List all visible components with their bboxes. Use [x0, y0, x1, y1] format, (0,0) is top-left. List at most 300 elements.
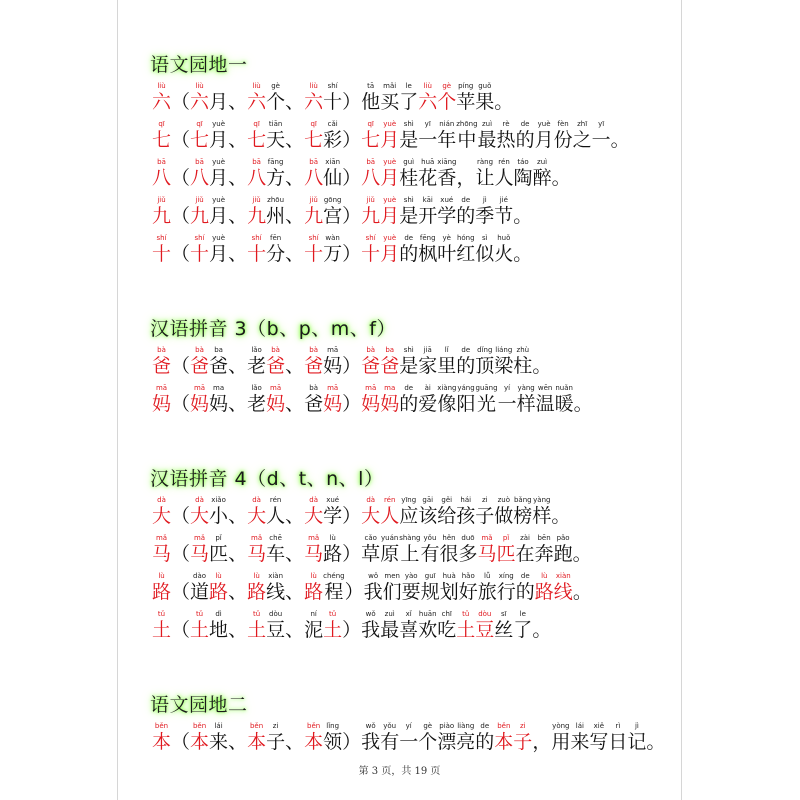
hanzi: ）: [342, 543, 362, 565]
pinyin: rén: [383, 496, 396, 504]
hanzi: 梁: [494, 355, 514, 377]
hanzi-with-pinyin: [285, 120, 304, 152]
section-heading: 汉语拼音 4（d、t、n、l）: [150, 468, 384, 490]
hanzi-with-pinyin: [361, 158, 380, 190]
hanzi: （: [171, 243, 191, 265]
pinyin: bā: [252, 158, 261, 166]
hanzi-with-pinyin: [380, 196, 399, 228]
hanzi-with-pinyin: [342, 496, 361, 528]
hanzi: 。: [610, 129, 630, 151]
hanzi: 、: [228, 167, 248, 189]
document-page: [117, 0, 682, 800]
pinyin: nián: [439, 120, 455, 128]
hanzi-with-pinyin: [266, 572, 285, 604]
hanzi-with-pinyin: [190, 610, 209, 642]
pinyin: gè: [271, 82, 280, 90]
hanzi: 奔: [534, 543, 554, 565]
pinyin: rè: [502, 120, 510, 128]
hanzi-with-pinyin: [420, 534, 439, 566]
hanzi: 九: [361, 205, 381, 227]
pinyin: mā: [327, 346, 339, 354]
hanzi: 我: [361, 731, 381, 753]
text-line: [152, 82, 513, 114]
pinyin: lù: [253, 572, 260, 580]
hanzi-with-pinyin: [476, 384, 498, 416]
pinyin: běn: [154, 722, 169, 730]
hanzi-with-pinyin: [380, 158, 399, 190]
pinyin: ba: [214, 346, 223, 354]
hanzi: ）: [344, 581, 364, 603]
hanzi-with-pinyin: [516, 120, 535, 152]
hanzi: 月: [534, 129, 554, 151]
pinyin: mā: [327, 384, 339, 392]
hanzi: 爸: [361, 355, 381, 377]
hanzi-with-pinyin: [304, 82, 323, 114]
hanzi-with-pinyin: [247, 722, 266, 754]
hanzi: 。: [573, 393, 593, 415]
hanzi: 光: [477, 393, 497, 415]
hanzi: 子: [513, 731, 533, 753]
hanzi: 妈: [323, 355, 343, 377]
hanzi: 、: [228, 205, 248, 227]
hanzi: 。: [494, 91, 514, 113]
hanzi-with-pinyin: [152, 610, 171, 642]
hanzi-with-pinyin: [171, 722, 190, 754]
hanzi-with-pinyin: [190, 346, 209, 378]
hanzi-with-pinyin: [228, 196, 247, 228]
hanzi: 。: [572, 543, 592, 565]
hanzi-with-pinyin: [266, 196, 285, 228]
pinyin: rì: [615, 722, 621, 730]
pinyin: dà: [252, 496, 261, 504]
pinyin: mǎ: [308, 534, 320, 542]
hanzi: ）: [342, 205, 362, 227]
hanzi: 大: [361, 505, 381, 527]
pinyin: yí: [405, 722, 412, 730]
hanzi-with-pinyin: [152, 82, 171, 114]
hanzi-with-pinyin: [323, 82, 342, 114]
hanzi: 暖: [554, 393, 574, 415]
pinyin: mā: [365, 384, 377, 392]
hanzi-with-pinyin: [323, 234, 342, 266]
pinyin: wǒ: [365, 610, 376, 618]
hanzi: 大: [190, 505, 210, 527]
hanzi-with-pinyin: [418, 384, 437, 416]
hanzi: 、: [285, 205, 305, 227]
hanzi-with-pinyin: [171, 82, 190, 114]
hanzi: 的: [456, 355, 476, 377]
hanzi: 、: [285, 543, 305, 565]
pinyin: zuì: [384, 610, 395, 618]
hanzi: 。: [551, 167, 571, 189]
hanzi-with-pinyin: [171, 120, 190, 152]
hanzi-with-pinyin: [171, 346, 190, 378]
hanzi-with-pinyin: [304, 384, 323, 416]
pinyin: xué: [440, 196, 454, 204]
hanzi: （: [171, 393, 191, 415]
hanzi: 的: [399, 243, 419, 265]
hanzi: 、: [228, 581, 248, 603]
hanzi-with-pinyin: [209, 234, 228, 266]
hanzi-with-pinyin: [152, 534, 171, 566]
pinyin: shàng: [399, 534, 421, 542]
pinyin: qī: [253, 120, 260, 128]
hanzi-with-pinyin: [228, 610, 247, 642]
pinyin: dòu: [478, 610, 492, 618]
hanzi: 月: [209, 243, 229, 265]
hanzi: 亮: [456, 731, 476, 753]
hanzi: 、: [228, 731, 248, 753]
hanzi: （: [171, 129, 191, 151]
hanzi-with-pinyin: [152, 496, 171, 528]
hanzi-with-pinyin: [418, 496, 437, 528]
hanzi-with-pinyin: [513, 346, 532, 378]
pinyin: kāi: [422, 196, 433, 204]
hanzi-with-pinyin: [399, 346, 418, 378]
hanzi: 宫: [323, 205, 343, 227]
hanzi: 地: [209, 619, 229, 641]
page-footer: 第 3 页，共 19 页: [358, 766, 441, 777]
pinyin: qī: [367, 120, 374, 128]
hanzi-with-pinyin: [152, 158, 171, 190]
hanzi-with-pinyin: [247, 496, 266, 528]
hanzi-with-pinyin: [476, 158, 495, 190]
hanzi: 。: [532, 619, 552, 641]
pinyin: gāi: [422, 496, 434, 504]
hanzi: 醉: [532, 167, 552, 189]
hanzi-with-pinyin: [228, 496, 247, 528]
hanzi: 道: [190, 581, 210, 603]
pinyin: jiǔ: [366, 196, 375, 204]
section-heading: 语文园地一: [150, 54, 248, 76]
hanzi-with-pinyin: [190, 384, 209, 416]
pinyin: fēng: [419, 234, 436, 242]
pinyin: běn: [249, 722, 264, 730]
hanzi-with-pinyin: [456, 610, 475, 642]
hanzi-with-pinyin: [247, 158, 266, 190]
pinyin: huā: [421, 158, 435, 166]
hanzi-with-pinyin: [266, 496, 285, 528]
hanzi: 线: [553, 581, 573, 603]
hanzi-with-pinyin: [478, 120, 497, 152]
pinyin: shí: [308, 234, 319, 242]
pinyin: de: [520, 572, 530, 580]
hanzi-with-pinyin: [437, 196, 456, 228]
pinyin: zuì: [537, 158, 548, 166]
hanzi-with-pinyin: [535, 534, 554, 566]
hanzi: 。: [513, 205, 533, 227]
hanzi: 、: [285, 243, 305, 265]
pinyin: gōng: [323, 196, 342, 204]
hanzi: 六: [190, 91, 210, 113]
hanzi-with-pinyin: [152, 384, 171, 416]
hanzi-with-pinyin: [437, 158, 456, 190]
pinyin: zuì: [482, 120, 493, 128]
pinyin: hěn: [442, 534, 456, 542]
hanzi: 马: [247, 543, 267, 565]
pinyin: jiǔ: [309, 196, 318, 204]
hanzi: 月: [209, 167, 229, 189]
pinyin: qī: [196, 120, 203, 128]
hanzi-with-pinyin: [209, 610, 228, 642]
hanzi: 好: [458, 581, 478, 603]
hanzi: 、: [285, 505, 305, 527]
hanzi: 、: [285, 167, 305, 189]
pinyin: jiǔ: [157, 196, 166, 204]
hanzi-with-pinyin: [456, 346, 475, 378]
hanzi-with-pinyin: [399, 610, 418, 642]
pinyin: mā: [155, 384, 168, 392]
pinyin: le: [519, 610, 526, 618]
pinyin: shì: [403, 120, 414, 128]
hanzi-with-pinyin: [380, 120, 399, 152]
hanzi-with-pinyin: [475, 82, 494, 114]
pinyin: xiàn: [555, 572, 571, 580]
hanzi-with-pinyin: [399, 534, 420, 566]
hanzi: 的: [475, 731, 495, 753]
pinyin: piào: [439, 722, 455, 730]
hanzi-with-pinyin: [574, 384, 593, 416]
pinyin: ài: [424, 384, 431, 392]
pinyin: yáng: [457, 384, 475, 392]
pinyin: bà: [309, 346, 318, 354]
hanzi-with-pinyin: [342, 196, 361, 228]
hanzi-with-pinyin: [285, 722, 304, 754]
hanzi-with-pinyin: [323, 496, 342, 528]
hanzi-with-pinyin: [190, 196, 209, 228]
hanzi: 妈: [190, 393, 210, 415]
hanzi: 路: [534, 581, 554, 603]
pinyin: hóng: [456, 234, 475, 242]
hanzi: ）: [342, 505, 362, 527]
hanzi-with-pinyin: [495, 158, 514, 190]
pinyin: shí: [365, 234, 376, 242]
hanzi: 似: [475, 243, 495, 265]
hanzi-with-pinyin: [171, 610, 190, 642]
pinyin: ma: [213, 384, 225, 392]
hanzi: ）: [342, 129, 362, 151]
hanzi-with-pinyin: [190, 82, 209, 114]
hanzi: （: [171, 205, 191, 227]
pinyin: fèn: [557, 120, 569, 128]
hanzi: （: [171, 91, 191, 113]
pinyin: chī: [441, 610, 452, 618]
hanzi-with-pinyin: [551, 496, 570, 528]
hanzi-with-pinyin: [439, 534, 458, 566]
hanzi-with-pinyin: [380, 234, 399, 266]
hanzi: 原: [380, 543, 400, 565]
pinyin: běn: [497, 722, 511, 730]
hanzi: 、: [228, 393, 248, 415]
text-line: [152, 610, 551, 642]
pinyin: yuè: [212, 120, 225, 128]
hanzi: 丝: [494, 619, 514, 641]
hanzi: 爸: [304, 355, 324, 377]
hanzi-with-pinyin: [345, 572, 364, 604]
pinyin: lǎo: [251, 384, 262, 392]
pinyin: yào: [404, 572, 418, 580]
hanzi-with-pinyin: [437, 722, 456, 754]
pinyin: táo: [517, 158, 529, 166]
hanzi-with-pinyin: [266, 384, 285, 416]
hanzi: ）: [342, 243, 362, 265]
hanzi-with-pinyin: [304, 572, 323, 604]
hanzi: 八: [304, 167, 324, 189]
hanzi: 来: [209, 731, 229, 753]
hanzi-with-pinyin: [171, 384, 190, 416]
hanzi-with-pinyin: [304, 158, 323, 190]
hanzi-with-pinyin: [457, 384, 476, 416]
hanzi: 十: [190, 243, 210, 265]
hanzi: 路: [323, 543, 343, 565]
hanzi-with-pinyin: [285, 234, 304, 266]
hanzi: 土: [152, 619, 172, 641]
hanzi: 个: [437, 91, 457, 113]
hanzi-with-pinyin: [551, 722, 570, 754]
hanzi: 香: [437, 167, 457, 189]
pinyin: lù: [541, 572, 548, 580]
pinyin: lù: [158, 572, 165, 580]
pinyin: zi: [519, 722, 526, 730]
hanzi: 年: [437, 129, 457, 151]
text-line: [152, 346, 551, 378]
hanzi-with-pinyin: [555, 384, 574, 416]
pinyin: yuè: [383, 234, 397, 242]
hanzi: 的: [399, 393, 419, 415]
pinyin: yī: [598, 120, 605, 128]
hanzi-with-pinyin: [323, 534, 342, 566]
pinyin: běn: [307, 722, 321, 730]
hanzi-with-pinyin: [494, 722, 513, 754]
text-line: [152, 158, 571, 190]
hanzi-with-pinyin: [342, 534, 361, 566]
hanzi-with-pinyin: [171, 196, 190, 228]
pinyin: yīng: [401, 496, 417, 504]
pinyin: xiàng: [437, 384, 457, 392]
hanzi: 陶: [513, 167, 533, 189]
hanzi-with-pinyin: [266, 534, 285, 566]
pinyin: sì: [481, 234, 488, 242]
pinyin: zài: [520, 534, 531, 542]
text-line: [152, 534, 592, 566]
hanzi-with-pinyin: [247, 534, 266, 566]
hanzi-with-pinyin: [285, 496, 304, 528]
hanzi: 欢: [418, 619, 438, 641]
pinyin: jì: [634, 722, 639, 730]
hanzi-with-pinyin: [513, 610, 532, 642]
pinyin: lù: [310, 572, 317, 580]
pinyin: ma: [384, 384, 396, 392]
hanzi-with-pinyin: [342, 82, 361, 114]
pinyin: de: [480, 722, 490, 730]
hanzi: 妈: [266, 393, 286, 415]
hanzi: 桂: [399, 167, 419, 189]
pinyin: yí: [504, 384, 511, 392]
hanzi: 该: [418, 505, 438, 527]
hanzi: 子: [266, 731, 286, 753]
hanzi-with-pinyin: [437, 384, 456, 416]
pinyin: zhōu: [267, 196, 285, 204]
hanzi: 八: [190, 167, 210, 189]
pinyin: yuè: [383, 158, 397, 166]
hanzi: 线: [266, 581, 286, 603]
pinyin: ba: [385, 346, 395, 354]
pinyin: de: [461, 196, 471, 204]
pinyin: xiě: [593, 722, 605, 730]
hanzi-with-pinyin: [190, 234, 209, 266]
hanzi: 孩: [456, 505, 476, 527]
hanzi: 匹: [209, 543, 229, 565]
hanzi: ）: [342, 393, 362, 415]
hanzi-with-pinyin: [342, 610, 361, 642]
pinyin: shì: [403, 196, 414, 204]
hanzi: 的: [515, 581, 535, 603]
hanzi: 本: [152, 731, 172, 753]
text-line: [152, 496, 570, 528]
hanzi: 季: [475, 205, 495, 227]
hanzi: 学: [437, 205, 457, 227]
hanzi-with-pinyin: [457, 158, 476, 190]
pinyin: yuè: [212, 196, 225, 204]
pinyin: bà: [271, 346, 280, 354]
hanzi: 枫: [418, 243, 438, 265]
hanzi-with-pinyin: [342, 234, 361, 266]
hanzi: 一: [399, 731, 419, 753]
pinyin: guǒ: [478, 82, 492, 90]
hanzi-with-pinyin: [418, 120, 437, 152]
hanzi: 规: [420, 581, 440, 603]
pinyin: pǐ: [215, 534, 222, 542]
hanzi-with-pinyin: [342, 158, 361, 190]
hanzi: 老: [247, 393, 267, 415]
hanzi-with-pinyin: [323, 120, 342, 152]
hanzi-with-pinyin: [361, 120, 380, 152]
hanzi: 八: [361, 167, 381, 189]
hanzi: 人: [380, 505, 400, 527]
pinyin: yuán: [381, 534, 399, 542]
hanzi: 路: [304, 581, 324, 603]
hanzi: 、: [228, 619, 248, 641]
hanzi-with-pinyin: [456, 234, 475, 266]
hanzi-with-pinyin: [573, 120, 592, 152]
hanzi-with-pinyin: [342, 384, 361, 416]
hanzi-with-pinyin: [228, 82, 247, 114]
hanzi-with-pinyin: [532, 346, 551, 378]
hanzi: 、: [228, 505, 248, 527]
pinyin: jiǔ: [252, 196, 261, 204]
pinyin: yī: [424, 120, 431, 128]
pinyin: shí: [156, 234, 167, 242]
hanzi-with-pinyin: [513, 496, 532, 528]
hanzi-with-pinyin: [554, 120, 573, 152]
hanzi: 划: [439, 581, 459, 603]
hanzi: 妈: [152, 393, 172, 415]
hanzi-with-pinyin: [285, 158, 304, 190]
hanzi-with-pinyin: [399, 158, 418, 190]
hanzi: 、: [285, 91, 305, 113]
pinyin: shí: [327, 82, 338, 90]
hanzi-with-pinyin: [266, 346, 285, 378]
hanzi: 领: [323, 731, 343, 753]
hanzi: 写: [589, 731, 609, 753]
hanzi-with-pinyin: [209, 158, 228, 190]
hanzi: 花: [418, 167, 438, 189]
hanzi-with-pinyin: [361, 384, 380, 416]
hanzi-with-pinyin: [535, 572, 554, 604]
hanzi: 、: [228, 243, 248, 265]
hanzi: 月: [380, 129, 400, 151]
hanzi-with-pinyin: [516, 572, 535, 604]
